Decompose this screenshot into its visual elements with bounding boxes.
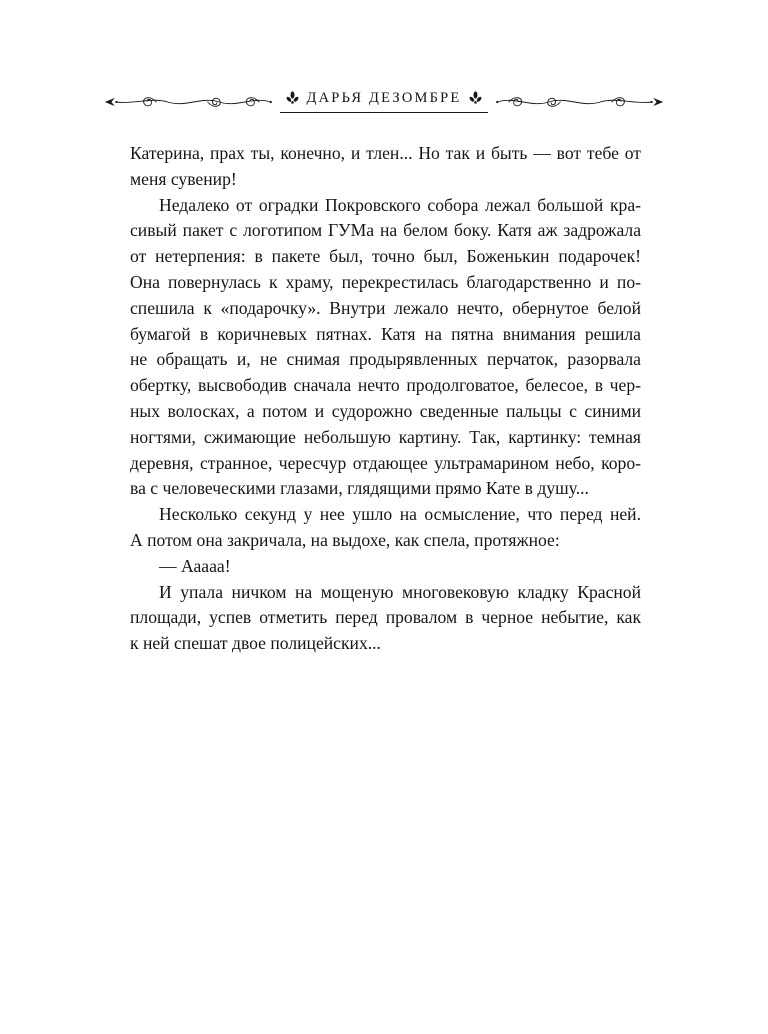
- text-line: Она повернулась к храму, перекрестилась благодарственно и по-: [130, 271, 641, 292]
- text-line: сивый пакет с логотипом ГУМа на белом боку. Катя аж задрожала: [130, 220, 641, 241]
- author-title-block: [280, 90, 489, 113]
- fleuron-right-icon: [469, 91, 482, 105]
- text-line: И упала ничком на мощеную многовековую кладку Красной: [159, 581, 641, 602]
- text-line: меня сувенир!: [130, 168, 237, 189]
- author-name: ДАРЬЯ ДЕЗОМБРЕ: [306, 90, 462, 106]
- text-line: обертку, высвободив сначала нечто продолговатое, белесое, в чер-: [130, 375, 641, 396]
- text-line: к ней спешат двое полицейских...: [130, 633, 381, 654]
- text-line: Несколько секунд у нее ушло на осмысление, что перед ней.: [159, 504, 641, 525]
- text-line: площади, успев отметить перед провалом в черное небытие, как: [130, 607, 641, 628]
- paragraph: [130, 193, 641, 503]
- text-line: от нетерпения: в пакете был, точно был, Боженькин подарочек!: [130, 246, 641, 267]
- paragraph: [130, 141, 641, 193]
- vine-flourish-left-icon: [104, 92, 274, 112]
- text-line: спешила к «подарочку». Внутри лежало нечто, обернутое белой: [130, 297, 641, 318]
- fleuron-left-icon: [286, 91, 299, 105]
- text-line: Катерина, прах ты, конечно, и тлен... Но так и быть — вот тебе от: [130, 143, 641, 163]
- page-text: [130, 141, 641, 657]
- text-line: бумагой в коричневых пятнах. Катя на пятна внимания решила: [130, 323, 641, 344]
- text-line: ногтями, сжимающие небольшую картину. Так, картинку: темная: [130, 426, 641, 447]
- text-line: деревня, странное, чересчур отдающее ультрамарином небо, коро-: [130, 452, 641, 473]
- text-line: не обращать и, не снимая продырявленных перчаток, разорвала: [130, 349, 641, 370]
- text-line: Недалеко от оградки Покровского собора лежал большой кра-: [159, 194, 641, 215]
- paragraph: [130, 554, 641, 580]
- text-line: А потом она закричала, на выдохе, как спела, протяжное:: [130, 529, 560, 550]
- text-line: — Ааааа!: [159, 555, 231, 576]
- paragraph: [130, 502, 641, 554]
- paragraph: [130, 580, 641, 657]
- text-line: ных волосках, а потом и судорожно сведенные пальцы с синими: [130, 400, 641, 421]
- vine-flourish-right-icon: [494, 92, 664, 112]
- text-line: ва с человеческими глазами, глядящими прямо Кате в душу...: [130, 478, 589, 499]
- page-header: [0, 90, 768, 113]
